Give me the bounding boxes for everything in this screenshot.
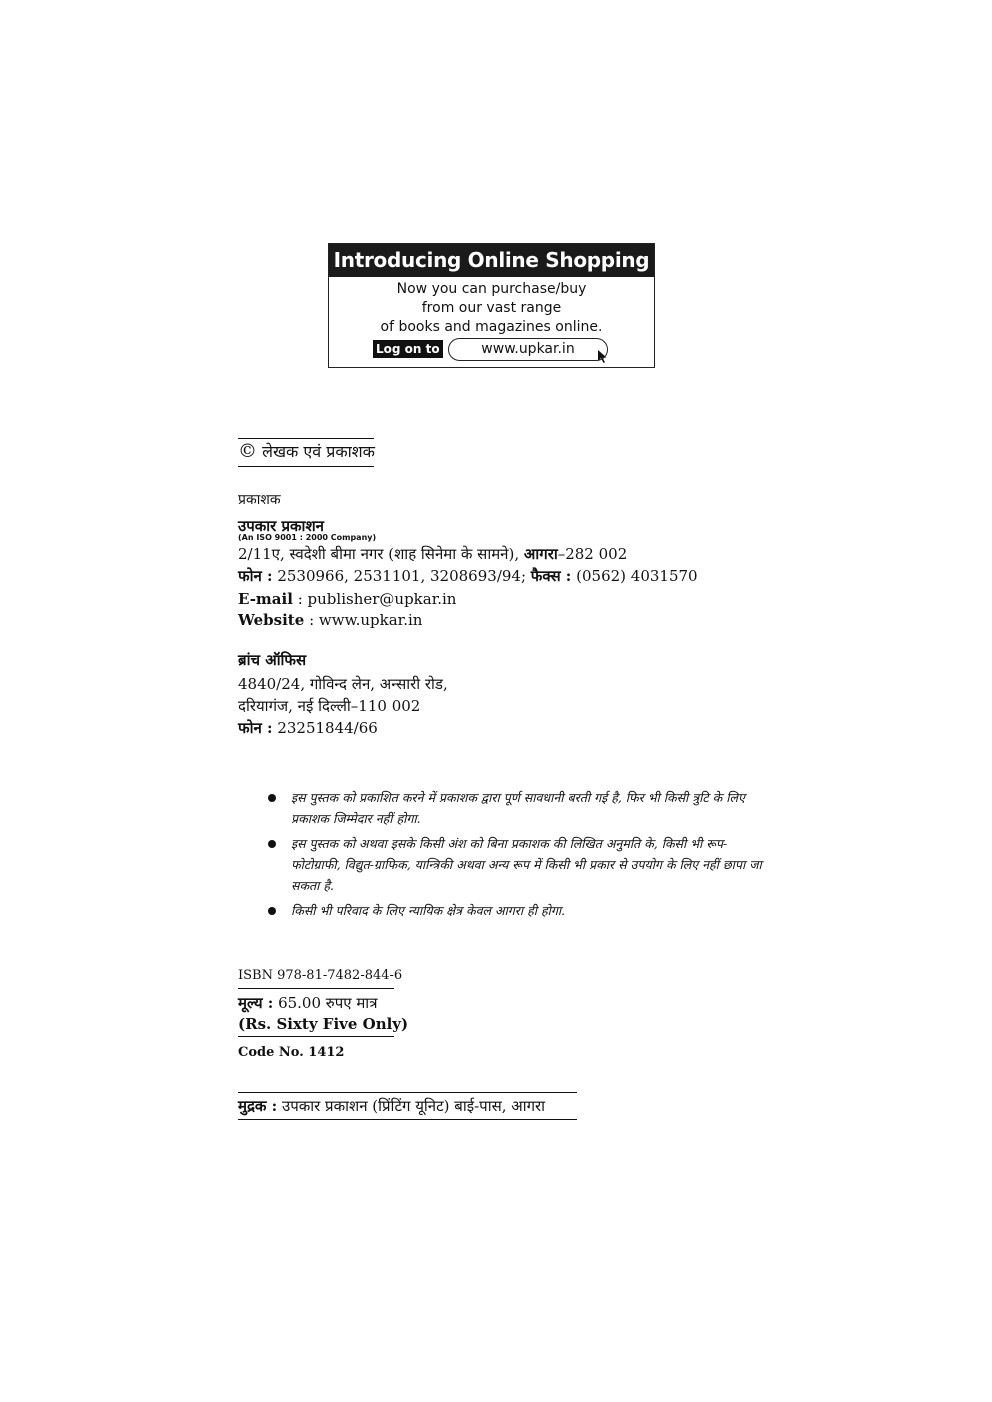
fax-label: फैक्स : [530, 567, 572, 585]
branch-phone [238, 718, 378, 738]
ad-line: Now you can purchase/buy [396, 281, 587, 297]
list-item [268, 833, 768, 896]
branch-heading: ब्रांच ऑफिस [238, 651, 307, 669]
price-value: 65.00 रुपए मात्र [278, 994, 378, 1012]
website-link[interactable]: www.upkar.in [448, 338, 608, 361]
price-in-words: (Rs. Sixty Five Only) [238, 1015, 409, 1033]
phone-value: 23251844/66 [277, 719, 378, 737]
publisher-address [238, 544, 627, 564]
notes-list [268, 787, 768, 925]
list-item [268, 787, 768, 829]
address-pin: –282 002 [557, 545, 628, 563]
bullet-icon [268, 907, 276, 915]
phone-label: फोन : [238, 567, 273, 585]
online-shopping-ad [328, 243, 655, 368]
publisher-contact [238, 566, 698, 586]
ad-line: of books and magazines online. [380, 319, 603, 335]
price-label: मूल्य : [238, 994, 274, 1012]
copyright-holder: लेखक एवं प्रकाशक [262, 442, 375, 461]
list-item [268, 900, 768, 921]
divider [238, 1036, 394, 1037]
copyright-line [238, 441, 375, 462]
printer-value: उपकार प्रकाशन (प्रिंटिंग यूनिट) बाई-पास, आगरा [282, 1097, 546, 1115]
publisher-name: उपकार प्रकाशन [238, 517, 324, 535]
website-label: Website [238, 611, 305, 629]
divider [238, 438, 374, 439]
website-value[interactable]: : www.upkar.in [309, 611, 423, 629]
isbn: ISBN 978-81-7482-844-6 [238, 968, 403, 983]
divider [238, 1119, 577, 1120]
website-line [238, 610, 422, 630]
price-line [238, 993, 377, 1013]
iso-note: (An ISO 9001 : 2000 Company) [238, 533, 377, 542]
mouse-pointer-icon [597, 350, 609, 364]
phone-value: 2530966, 2531101, 3208693/94; [277, 567, 527, 585]
bullet-icon [268, 840, 276, 848]
fax-value: (0562) 4031570 [576, 567, 698, 585]
publisher-label: प्रकाशक [238, 492, 281, 508]
logon-label: Log on to [373, 340, 443, 358]
branch-address-line: 4840/24, गोविन्द लेन, अन्सारी रोड, [238, 675, 448, 693]
email-line [238, 589, 456, 609]
ad-heading: Introducing Online Shopping [329, 244, 654, 277]
note-text: इस पुस्तक को अथवा इसके किसी अंश को बिना प्रकाशक की लिखित अनुमति के, किसी भी रूप-फोटोग्राफी, विद्युत-ग्राफिक, यान्त्रिकी अथवा अन्य रूप में किसी भी प्रकार से उपयोग के लिए नहीं छापा जा सकता है. [291, 836, 762, 893]
divider [238, 1092, 577, 1093]
divider [238, 466, 374, 467]
email-value[interactable]: : publisher@upkar.in [297, 590, 457, 608]
phone-label: फोन : [238, 719, 273, 737]
ad-line: from our vast range [421, 300, 562, 316]
branch-address-line: दरियागंज, नई दिल्ली–110 002 [238, 697, 421, 715]
copyright-icon: © [238, 440, 257, 462]
address-text: 2/11ए, स्वदेशी बीमा नगर (शाह सिनेमा के सामने), [238, 545, 520, 563]
note-text: इस पुस्तक को प्रकाशित करने में प्रकाशक द्वारा पूर्ण सावधानी बरती गई है, फिर भी किसी त्रुटि के लिए प्रकाशक जिम्मेदार नहीं होगा. [291, 790, 745, 826]
bullet-icon [268, 794, 276, 802]
code-number: Code No. 1412 [238, 1045, 345, 1060]
email-label: E-mail [238, 590, 293, 608]
ad-body [329, 277, 654, 337]
divider [238, 988, 394, 989]
note-text: किसी भी परिवाद के लिए न्यायिक क्षेत्र केवल आगरा ही होगा. [291, 903, 566, 918]
printer-label: मुद्रक : [238, 1097, 278, 1115]
address-city: आगरा [523, 545, 558, 563]
printer-line [238, 1096, 545, 1116]
